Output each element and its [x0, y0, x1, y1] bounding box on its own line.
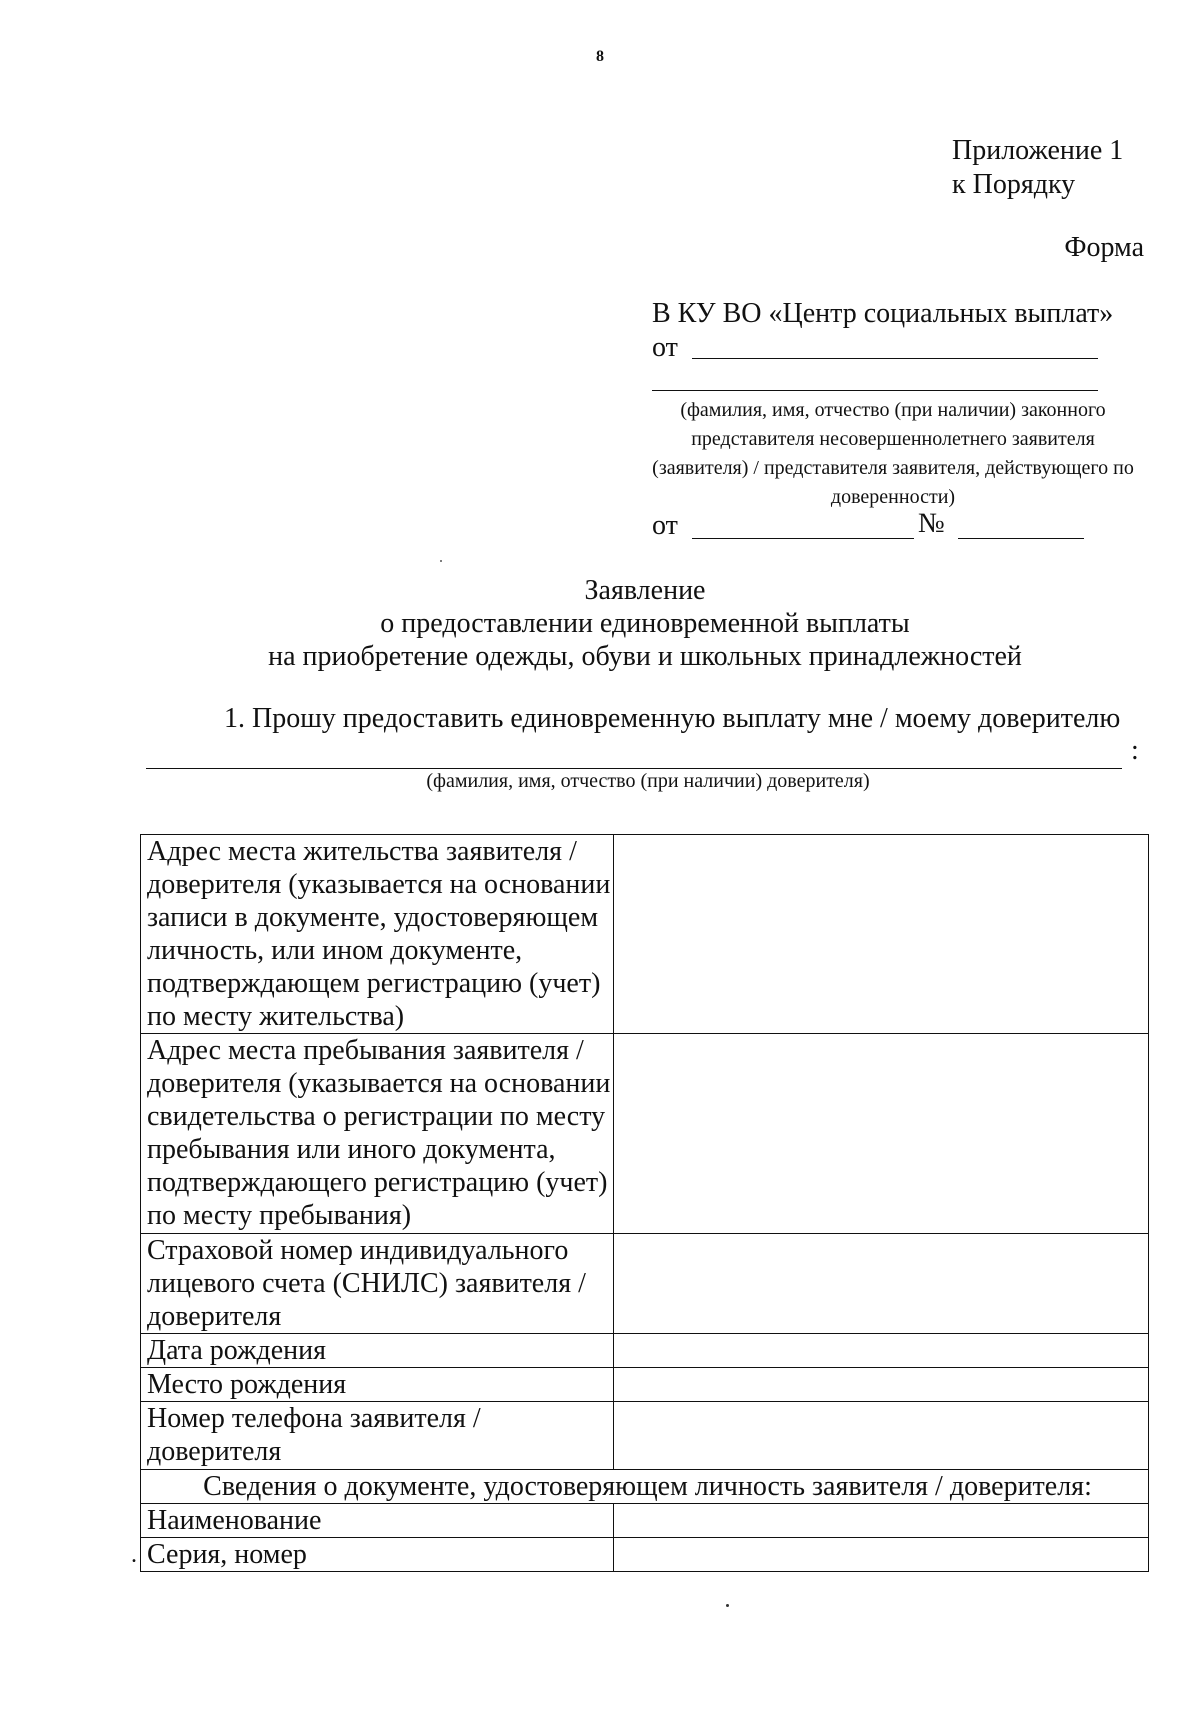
id-document-section-header: Сведения о документе, удостоверяющем личность заявителя / доверителя: — [141, 1470, 1149, 1504]
row-value-series-number[interactable] — [614, 1538, 1149, 1572]
title-line-1: Заявление — [584, 575, 706, 606]
appendix-line-2: к Порядку — [952, 169, 1076, 200]
applicant-name-field-line-2[interactable] — [652, 360, 1098, 391]
row-label-document-name: Наименование — [141, 1504, 614, 1538]
row-value-birth-place[interactable] — [614, 1368, 1149, 1402]
table-row — [141, 1034, 1149, 1234]
scan-speck — [440, 560, 442, 562]
row-label-stay-address: Адрес места пребывания заявителя / доверителя (указывается на основании свидетельства о регистрации по месту пребывания или иного документа, подтверждающего регистрацию (учет) по месту пребывания) — [141, 1034, 614, 1234]
table-row — [141, 1402, 1149, 1470]
row-label-residence-address: Адрес места жительства заявителя / доверителя (указывается на основании записи в документе, удостоверяющем личность, или ином документе, подтверждающем регистрацию (учет) по месту жительства) — [141, 835, 614, 1034]
table-row — [141, 1234, 1149, 1334]
number-sign: № — [918, 508, 945, 539]
power-of-attorney-from-label: от — [652, 510, 678, 541]
row-value-phone[interactable] — [614, 1402, 1149, 1470]
principal-note: (фамилия, имя, отчество (при наличии) доверителя) — [426, 770, 870, 792]
table-row — [141, 1368, 1149, 1402]
title-line-2: о предоставлении единовременной выплаты — [380, 608, 910, 639]
row-label-birth-date: Дата рождения — [141, 1334, 614, 1368]
table-row — [141, 1538, 1149, 1572]
row-value-stay-address[interactable] — [614, 1034, 1149, 1234]
appendix-line-1: Приложение 1 — [952, 135, 1124, 166]
applicant-info-table — [140, 834, 1149, 1572]
paragraph-1: 1. Прошу предоставить единовременную выплату мне / моему доверителю — [224, 703, 1121, 734]
table-section-row — [141, 1470, 1149, 1504]
row-value-birth-date[interactable] — [614, 1334, 1149, 1368]
addressee: В КУ ВО «Центр социальных выплат» — [652, 298, 1114, 329]
table-row — [141, 1504, 1149, 1538]
row-label-snils: Страховой номер индивидуального лицевого счета (СНИЛС) заявителя / доверителя — [141, 1234, 614, 1334]
table-row — [141, 835, 1149, 1034]
row-value-residence-address[interactable] — [614, 835, 1149, 1034]
title-line-3: на приобретение одежды, обуви и школьных принадлежностей — [268, 641, 1022, 672]
paragraph-1-colon: : — [1131, 735, 1139, 766]
scan-speck — [726, 1604, 729, 1607]
row-value-document-name[interactable] — [614, 1504, 1149, 1538]
document-title — [0, 574, 1200, 673]
table-row — [141, 1334, 1149, 1368]
row-label-birth-place: Место рождения — [141, 1368, 614, 1402]
principal-name-field[interactable] — [146, 732, 1122, 769]
from-label: от — [652, 332, 678, 363]
row-label-phone: Номер телефона заявителя / доверителя — [141, 1402, 614, 1470]
row-value-snils[interactable] — [614, 1234, 1149, 1334]
form-label: Форма — [1064, 232, 1144, 263]
applicant-name-field-line-1[interactable] — [692, 322, 1098, 359]
scan-artifact-dot: . — [131, 1542, 137, 1568]
power-of-attorney-date-field[interactable] — [692, 502, 914, 539]
representative-note: (фамилия, имя, отчество (при наличии) законного представителя несовершеннолетнего заявителя (заявителя) / представителя заявителя, действующего по доверенности) — [652, 399, 1134, 508]
page-number: 8 — [596, 48, 604, 65]
row-label-series-number: Серия, номер — [141, 1538, 614, 1572]
appendix-reference — [952, 134, 1123, 202]
power-of-attorney-number-field[interactable] — [958, 502, 1084, 539]
